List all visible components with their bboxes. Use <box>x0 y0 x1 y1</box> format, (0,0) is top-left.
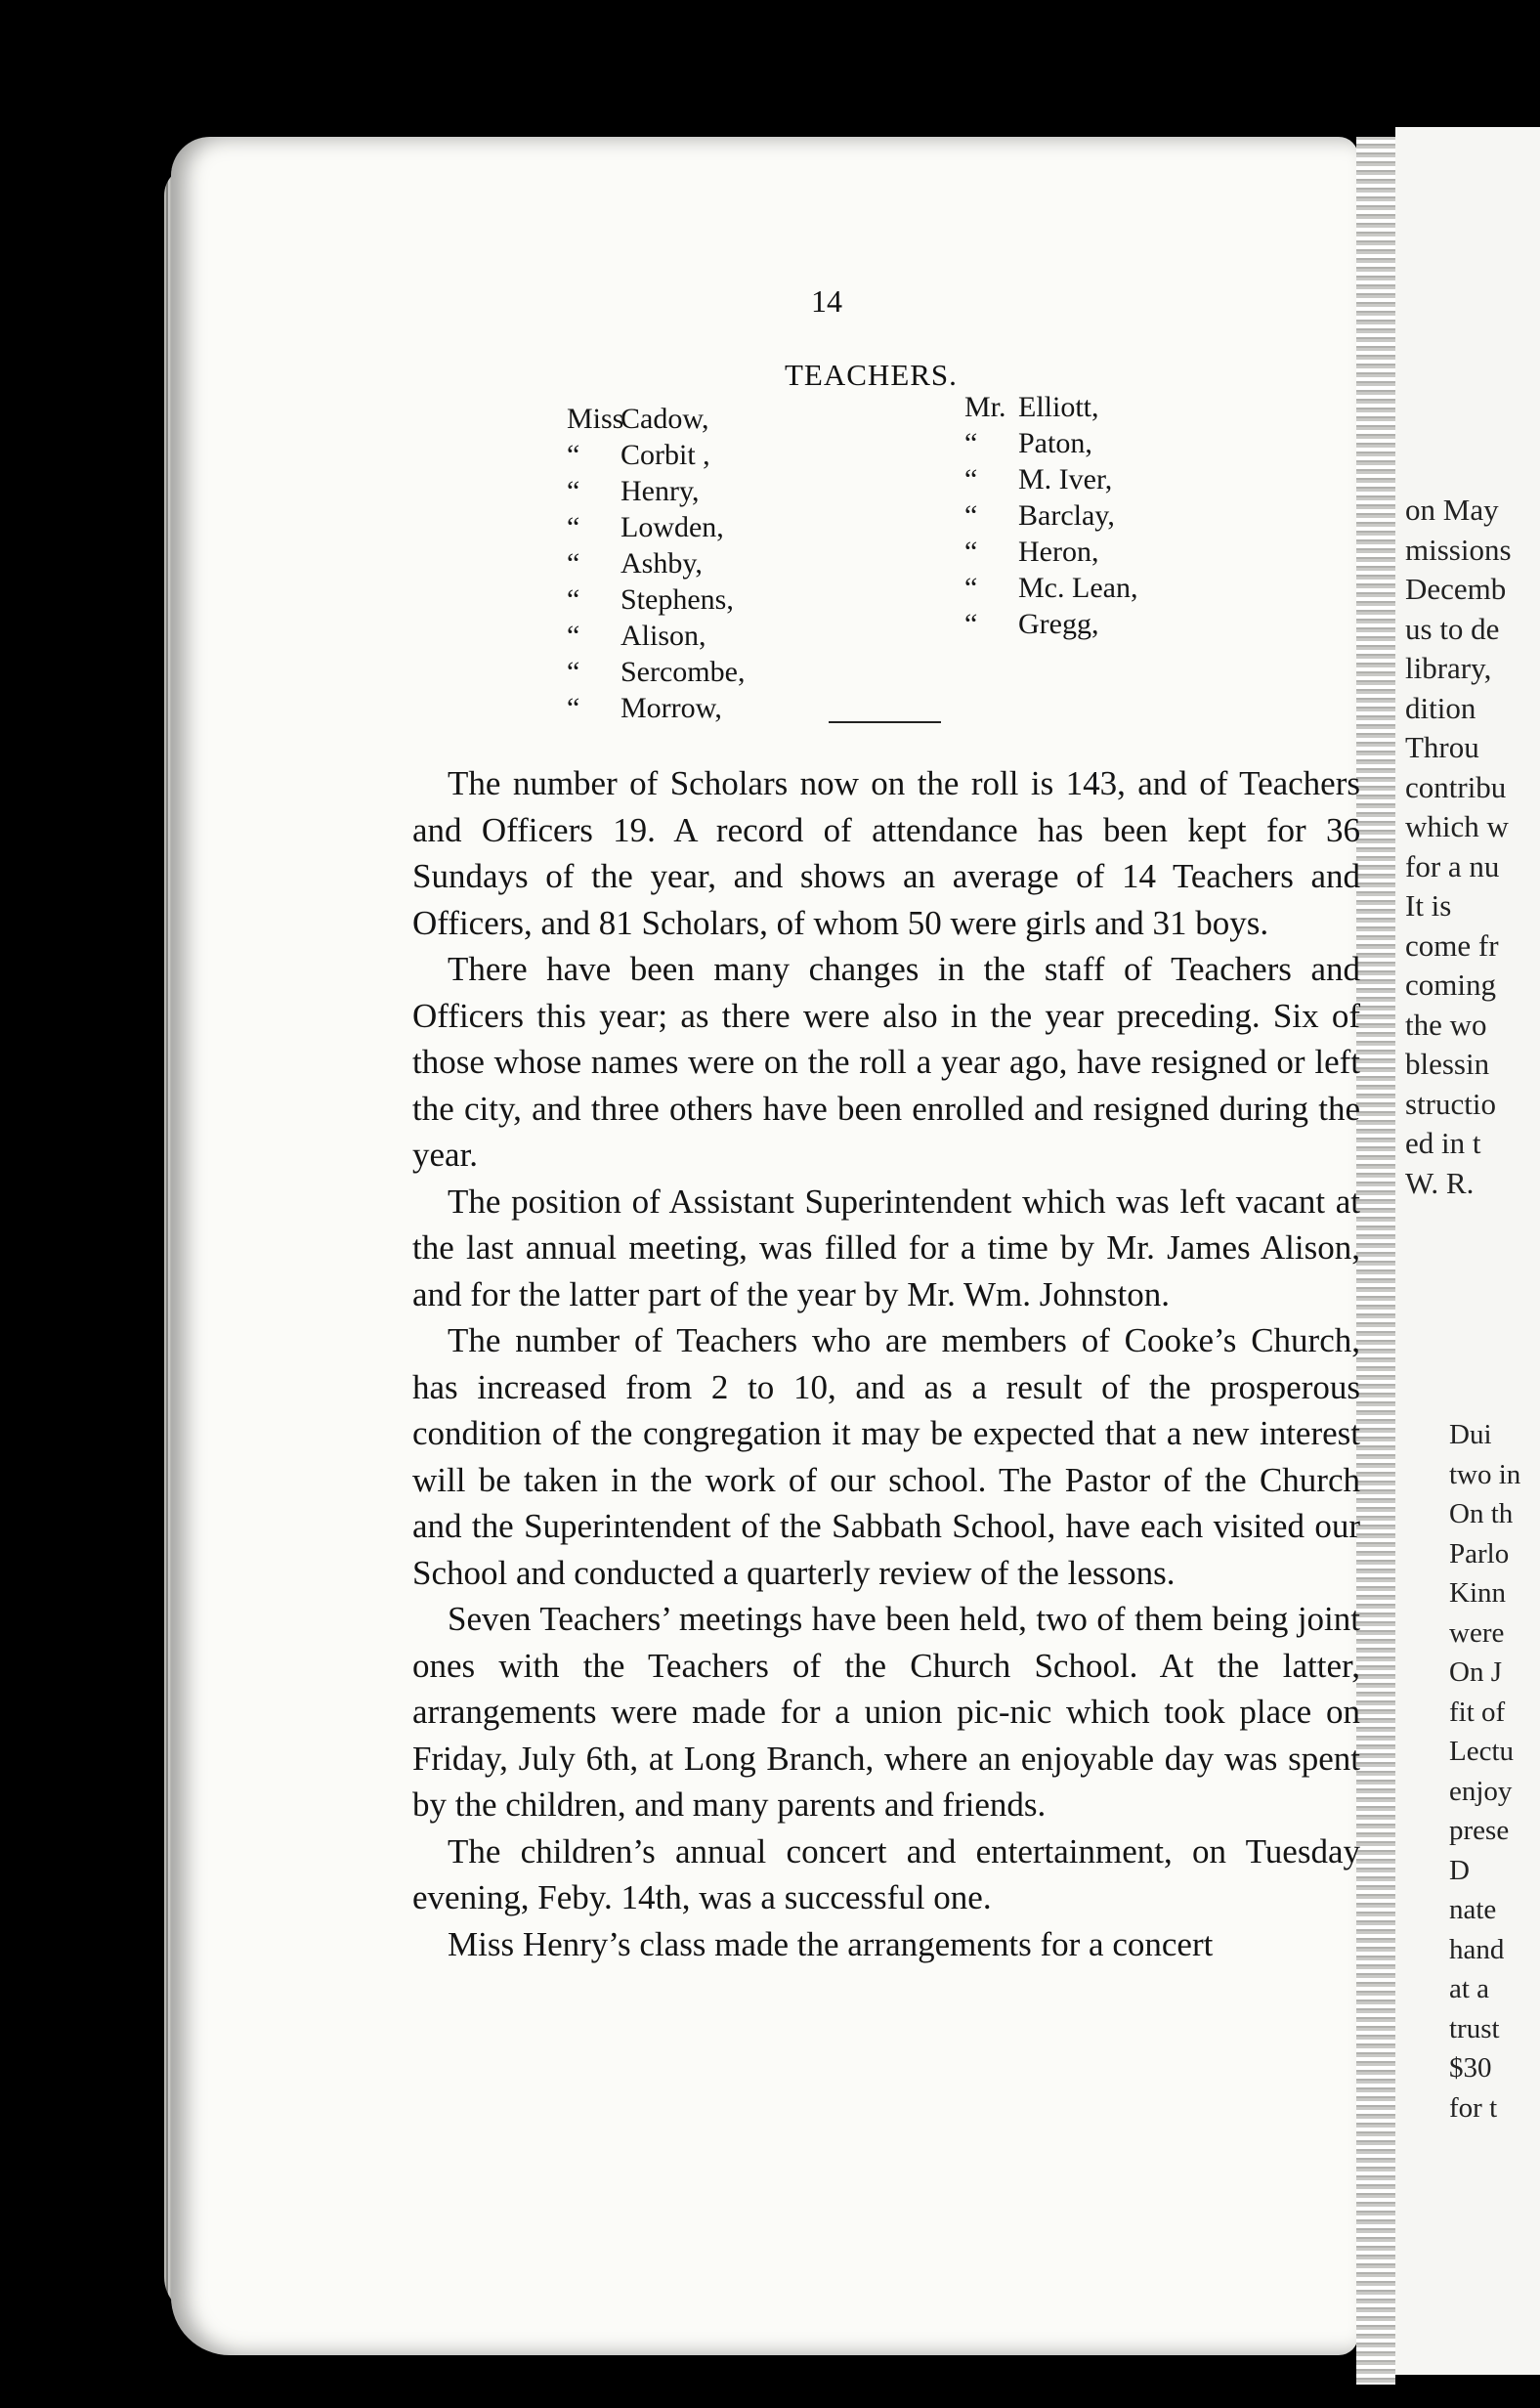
teacher-entry <box>964 425 1137 461</box>
teacher-entry <box>964 389 1137 425</box>
teacher-entry <box>964 570 1137 606</box>
facing-page-line: blessin <box>1405 1047 1490 1081</box>
teacher-prefix: “ <box>567 439 580 471</box>
facing-page-line: nate <box>1449 1894 1497 1925</box>
paragraph: Miss Henry’s class made the arrangements for a concert <box>448 1924 1214 1963</box>
teacher-prefix: “ <box>964 608 978 640</box>
paragraph: Seven Teachers’ meetings have been held, two of them being joint ones with the Teachers of the Church School. At the latter, arrangements were made for a union pic-nic which took place on Friday, July 6th, at Long Branch, where an enjoyable day was spent by the children, and many parents and friends. <box>412 1600 1360 1824</box>
teacher-prefix: “ <box>567 620 580 652</box>
teacher-prefix: “ <box>567 547 580 580</box>
paragraph: The number of Teachers who are members of Cooke’s Church, has increased from 2 to 10, and as a result of the prosperous condition of the congregation it may be expected that a new interest will be taken in the work of our school. The Pastor of the Church and the Superintendent of the Sabbath School, have each visited our School and conducted a quarterly review of the lessons. <box>412 1321 1360 1592</box>
teacher-entry <box>567 618 745 654</box>
teacher-entry <box>567 473 745 509</box>
facing-page-line: were <box>1449 1616 1505 1649</box>
paragraph: There have been many changes in the staff of Teachers and Officers this year; as there were also in the year preceding. Six of those whose names were on the roll a year ago, have resigned or left the city, and three others have been enrolled and resigned during the year. <box>412 950 1360 1174</box>
facing-page-line: D <box>1449 1854 1470 1886</box>
teacher-name: Henry, <box>620 475 700 507</box>
facing-page-line: library, <box>1405 651 1492 685</box>
facing-page-line: ed in t <box>1405 1126 1481 1160</box>
teacher-entry <box>567 545 745 581</box>
facing-page-line: Throu <box>1405 730 1479 764</box>
page-number: 14 <box>811 283 842 319</box>
facing-page-line: enjoy <box>1449 1775 1513 1807</box>
facing-page-line: at a <box>1449 1973 1490 2004</box>
teacher-entry <box>964 606 1137 642</box>
facing-page-text-bottom <box>1449 1415 1520 2128</box>
teacher-name: Alison, <box>620 620 706 652</box>
facing-page-line: On J <box>1449 1656 1502 1688</box>
teacher-prefix: “ <box>964 572 978 604</box>
facing-page-line: structio <box>1405 1086 1496 1121</box>
facing-page-line: dition <box>1405 690 1476 725</box>
teacher-name: Corbit , <box>620 439 710 471</box>
teacher-name: Mc. Lean, <box>1018 572 1138 604</box>
facing-page-line: trust <box>1449 2012 1500 2044</box>
teacher-prefix: “ <box>964 463 978 495</box>
facing-page-line: come fr <box>1405 927 1499 963</box>
facing-page-line: Parlo <box>1449 1537 1510 1570</box>
book-gutter <box>1356 137 1395 2385</box>
teacher-prefix: “ <box>567 475 580 507</box>
teacher-name: M. Iver, <box>1018 463 1113 495</box>
teacher-prefix: “ <box>567 692 580 724</box>
facing-page-line: It is <box>1405 888 1452 923</box>
teacher-name: Paton, <box>1018 427 1092 459</box>
facing-page-line: $30 <box>1449 2052 1492 2084</box>
facing-page-line: two in <box>1449 1458 1521 1490</box>
facing-page-line: prese <box>1449 1815 1510 1846</box>
facing-page <box>1395 127 1540 2375</box>
facing-page-line: hand <box>1449 1933 1505 1965</box>
teacher-name: Sercombe, <box>620 656 746 688</box>
teacher-list-left <box>567 401 745 726</box>
teacher-entry <box>964 497 1137 534</box>
teacher-entry <box>567 509 745 545</box>
teacher-name: Elliott, <box>1018 391 1099 423</box>
paragraph: The number of Scholars now on the roll is 143, and of Teachers and Officers 19. A record of attendance has been kept for 36 Sundays of the year, and shows an average of 14 Teachers and Officers, and 81 Scholars, of whom 50 were girls and 31 boys. <box>412 764 1360 942</box>
teacher-prefix: Miss <box>567 403 624 435</box>
facing-page-text-top <box>1405 491 1512 1203</box>
teacher-entry <box>567 690 745 726</box>
paragraph: The children’s annual concert and entertainment, on Tuesday evening, Feby. 14th, was a successful one. <box>412 1831 1360 1916</box>
teacher-prefix: “ <box>964 499 978 532</box>
teacher-entry <box>567 401 745 437</box>
facing-page-line: W. R. <box>1405 1165 1475 1200</box>
facing-page-line: Kinn <box>1449 1577 1506 1609</box>
teacher-name: Stephens, <box>620 583 734 616</box>
facing-page-line: On th <box>1449 1498 1514 1529</box>
teacher-name: Barclay, <box>1018 499 1115 532</box>
teacher-name: Lowden, <box>620 511 724 543</box>
teacher-entry <box>964 461 1137 497</box>
teacher-prefix: Mr. <box>964 391 1006 423</box>
teacher-name: Gregg, <box>1018 608 1099 640</box>
facing-page-line: fit of <box>1449 1696 1506 1728</box>
facing-page-line: us to de <box>1405 611 1500 646</box>
facing-page-line: contribu <box>1405 769 1507 804</box>
teacher-name: Heron, <box>1018 536 1099 568</box>
teacher-prefix: “ <box>964 427 978 459</box>
facing-page-line: on May <box>1405 493 1499 527</box>
paragraph: The position of Assistant Superintendent which was left vacant at the last annual meeting, was filled for a time by Mr. James Alison, and for the latter part of the year by Mr. Wm. Johnston. <box>412 1182 1360 1313</box>
teacher-prefix: “ <box>567 583 580 616</box>
facing-page-line: Lectu <box>1449 1736 1515 1767</box>
teacher-entry <box>567 437 745 473</box>
teacher-name: Ashby, <box>620 547 703 580</box>
divider-rule <box>829 721 941 723</box>
teacher-prefix: “ <box>567 511 580 543</box>
facing-page-line: which w <box>1405 809 1509 843</box>
teacher-list-right <box>964 389 1137 642</box>
facing-page-line: Decemb <box>1405 572 1507 606</box>
teacher-entry <box>567 581 745 618</box>
facing-page-line: Dui <box>1449 1419 1492 1450</box>
teacher-entry <box>567 654 745 690</box>
report-body <box>412 760 1360 1967</box>
facing-page-line: for a nu <box>1405 848 1500 883</box>
facing-page-line: for t <box>1449 2091 1498 2124</box>
facing-page-line: coming <box>1405 968 1496 1002</box>
teacher-name: Morrow, <box>620 692 722 724</box>
teacher-prefix: “ <box>964 536 978 568</box>
section-heading: TEACHERS. <box>785 358 958 392</box>
facing-page-line: the wo <box>1405 1007 1487 1042</box>
teacher-prefix: “ <box>567 656 580 688</box>
teacher-entry <box>964 534 1137 570</box>
teacher-name: Cadow, <box>620 403 709 435</box>
facing-page-line: missions <box>1405 532 1512 567</box>
